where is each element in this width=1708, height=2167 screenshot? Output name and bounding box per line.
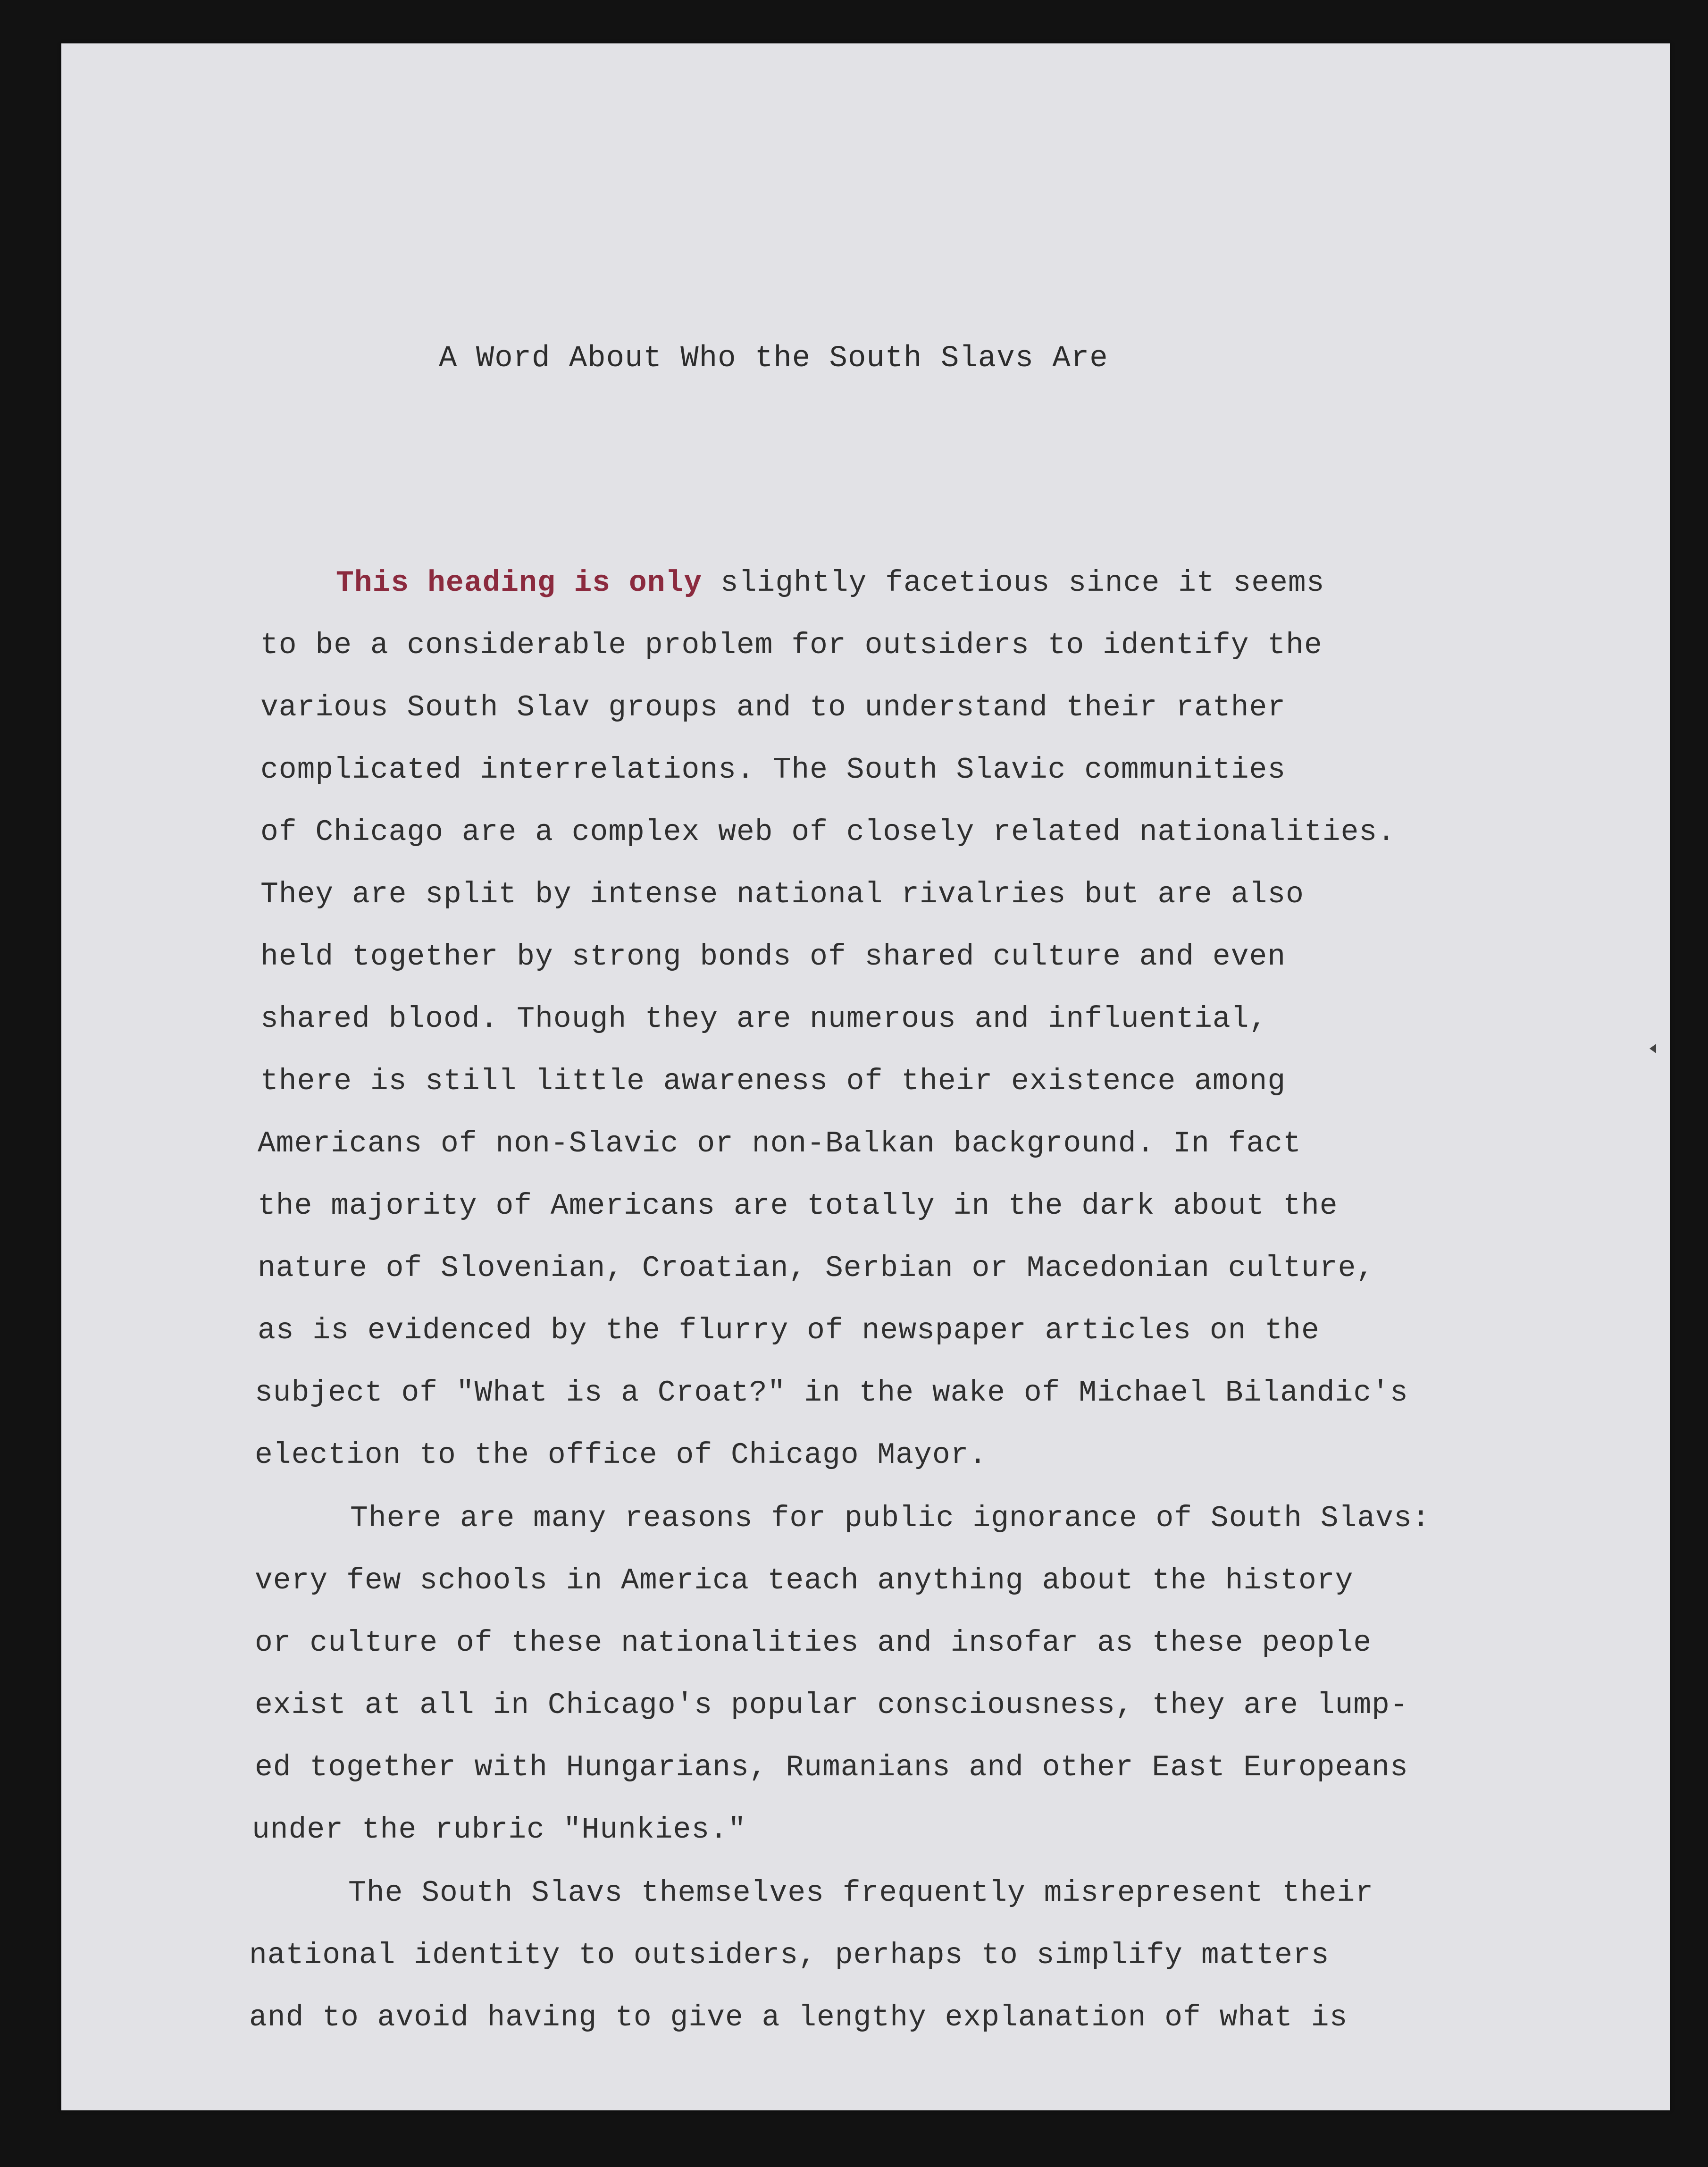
text-line-3: various South Slav groups and to understand their rather [260, 691, 1286, 724]
margin-tick-mark [1649, 1044, 1656, 1053]
document-title: A Word About Who the South Slavs Are [439, 342, 1108, 376]
text-line-8: shared blood. Though they are numerous and influential, [260, 1002, 1268, 1036]
text-line-23: national identity to outsiders, perhaps to simplify matters [249, 1939, 1330, 1972]
text-line-22: The South Slavs themselves frequently misrepresent their [348, 1876, 1374, 1910]
text-line-18: or culture of these nationalities and insofar as these people [255, 1626, 1372, 1660]
text-line-1 [336, 566, 1325, 600]
text-line-5: of Chicago are a complex web of closely related nationalities. [260, 815, 1396, 849]
text-line-17: very few schools in America teach anything about the history [255, 1564, 1354, 1597]
text-line-13: as is evidenced by the flurry of newspaper articles on the [258, 1314, 1320, 1347]
text-line-12: nature of Slovenian, Croatian, Serbian or Macedonian culture, [258, 1251, 1375, 1285]
text-line-6: They are split by intense national rivalries but are also [260, 878, 1304, 911]
text-line-2: to be a considerable problem for outsiders to identify the [260, 629, 1323, 662]
text-line-4: complicated interrelations. The South Slavic communities [260, 753, 1286, 787]
text-line-16: There are many reasons for public ignorance of South Slavs: [350, 1502, 1431, 1535]
text-line-15: election to the office of Chicago Mayor. [255, 1438, 988, 1472]
text-line-20: ed together with Hungarians, Rumanians and other East Europeans [255, 1751, 1408, 1784]
text-line-11: the majority of Americans are totally in the dark about the [258, 1189, 1338, 1223]
text-line-7: held together by strong bonds of shared culture and even [260, 940, 1286, 974]
red-highlight: This heading is only [336, 566, 703, 600]
text-line-9: there is still little awareness of their existence among [260, 1065, 1286, 1098]
text-line-21: under the rubric "Hunkies." [252, 1813, 746, 1847]
text-line-24: and to avoid having to give a lengthy explanation of what is [249, 2001, 1348, 2034]
document-page [61, 43, 1670, 2110]
text-line-14: subject of "What is a Croat?" in the wake of Michael Bilandic's [255, 1376, 1408, 1410]
text-line-19: exist at all in Chicago's popular consciousness, they are lump- [255, 1688, 1408, 1722]
line-rest: slightly facetious since it seems [702, 566, 1325, 600]
text-line-10: Americans of non-Slavic or non-Balkan background. In fact [258, 1127, 1301, 1160]
